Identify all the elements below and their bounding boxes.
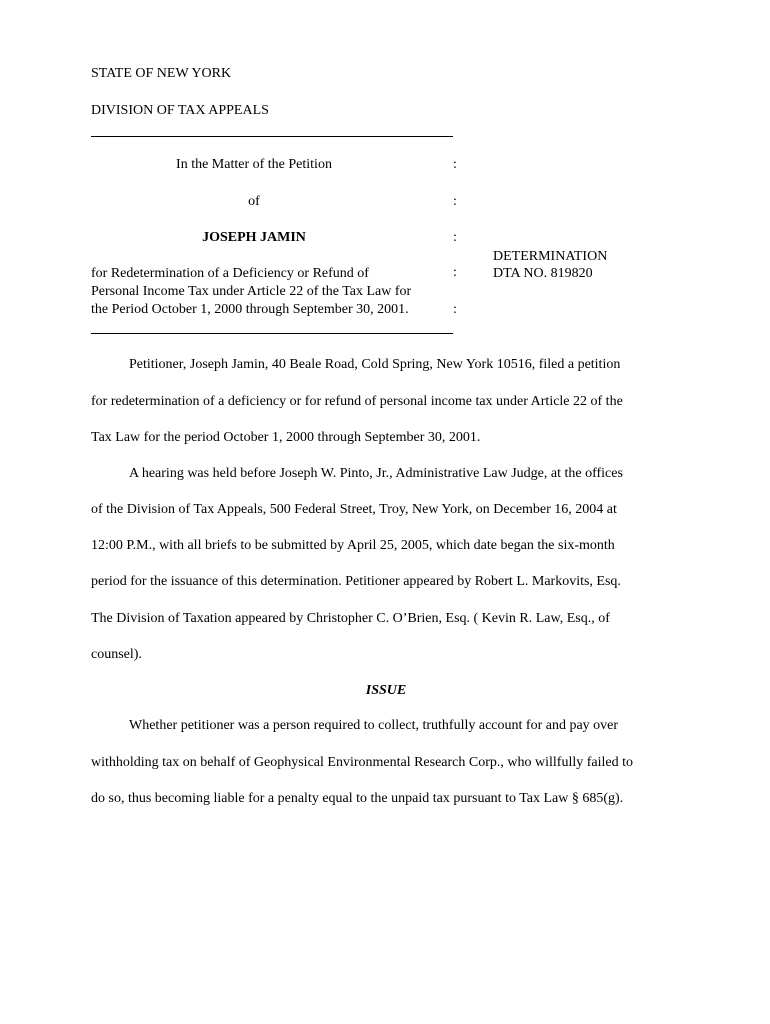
caption-colon: : (453, 230, 457, 245)
paragraph-line: The Division of Taxation appeared by Christopher C. O’Brien, Esq. ( Kevin R. Law, Esq., of (91, 611, 610, 626)
determination-title: DETERMINATION (493, 249, 608, 264)
paragraph-line: of the Division of Tax Appeals, 500 Federal Street, Troy, New York, on December 16, 2004 at (91, 502, 617, 517)
paragraph-line: Whether petitioner was a person required to collect, truthfully account for and pay over (129, 718, 619, 733)
state-heading: STATE OF NEW YORK (91, 66, 232, 81)
purpose-line: Personal Income Tax under Article 22 of the Tax Law for (91, 284, 412, 299)
paragraph-line: do so, thus becoming liable for a penalty equal to the unpaid tax pursuant to Tax Law § 685(g). (91, 791, 624, 806)
paragraph-line: withholding tax on behalf of Geophysical Environmental Research Corp., who willfully failed to (91, 755, 633, 770)
issue-heading: ISSUE (365, 683, 407, 698)
paragraph-line: for redetermination of a deficiency or for refund of personal income tax under Article 22 of the (91, 394, 623, 409)
caption-top-rule (91, 136, 453, 137)
paragraph-line: Tax Law for the period October 1, 2000 through September 30, 2001. (91, 430, 481, 445)
paragraph-line: Petitioner, Joseph Jamin, 40 Beale Road, Cold Spring, New York 10516, filed a petition (129, 357, 621, 372)
division-heading: DIVISION OF TAX APPEALS (91, 103, 269, 118)
purpose-line: the Period October 1, 2000 through September 30, 2001. (91, 302, 409, 317)
paragraph-line: counsel). (91, 647, 142, 662)
caption-purpose (91, 265, 411, 319)
paragraph-line: 12:00 P.M., with all briefs to be submitted by April 25, 2005, which date began the six-month (91, 538, 615, 553)
petitioner-name: JOSEPH JAMIN (202, 230, 306, 245)
of-line: of (248, 194, 260, 209)
matter-line: In the Matter of the Petition (176, 157, 332, 172)
paragraph-line: period for the issuance of this determination. Petitioner appeared by Robert L. Markovits, Esq. (91, 574, 621, 589)
dta-number: DTA NO. 819820 (493, 266, 593, 281)
purpose-line: for Redetermination of a Deficiency or Refund of (91, 266, 369, 281)
caption-colon: : (453, 194, 457, 209)
caption-colon: : (453, 265, 457, 280)
paragraph-line: A hearing was held before Joseph W. Pinto, Jr., Administrative Law Judge, at the offices (129, 466, 623, 481)
caption-colon: : (453, 157, 457, 172)
caption-bottom-rule (91, 333, 453, 334)
caption-colon: : (453, 302, 457, 317)
determination-block (493, 248, 607, 282)
